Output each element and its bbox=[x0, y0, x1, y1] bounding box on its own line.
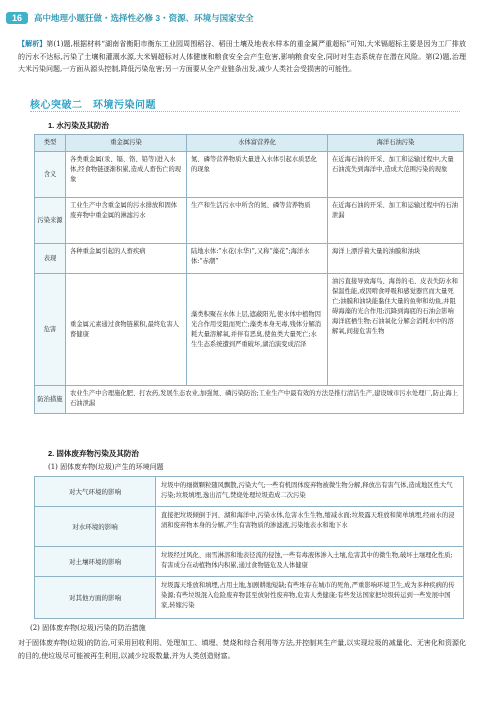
table-row bbox=[35, 274, 464, 386]
cell: 直接把垃圾倾倒于河、湖和海洋中,污染水体,危害水生生物,缩减水面;垃圾露天堆放和简单填埋,经雨水的浸渍和废弃物本身的分解,产生有害物质的渗滤液,污染地表水和地下水 bbox=[156, 507, 464, 547]
cell: 垃圾露天堆放和填埋,占用土地,加剧耕地短缺;有些堆存在城市的死角,严重影响环境卫生,成为多种疾病的传染源;有些垃圾混入危险废弃物甚至放射性废弃物,危害人类健康;有些发达国家把垃圾转运到一些发展中国家,转嫁污染 bbox=[156, 577, 464, 619]
part2-title: 2. 固体废弃物污染及其防治 bbox=[48, 449, 139, 458]
cell: 垃圾经过风化、雨雪淋溶和地表径流的侵蚀,一些有毒液体渗入土壤,危害其中的微生物,破坏土壤理化性质;有害成分在动植物体内积累,通过食物链危及人体健康 bbox=[156, 547, 464, 577]
table-row bbox=[35, 386, 464, 414]
cell: 油污直接导致海鸟、海兽的毛、皮表失防水和保温性能,或因啃食呼吸和感觉器官而大量死亡;油膜和油块能黏住大量的鱼卵和幼鱼,并阻碍海藻的光合作用;沉降到海底的石油会影响海洋底栖生物;石油氧化分解会消耗水中的溶解氧,间接危害生物 bbox=[328, 274, 464, 386]
page-header bbox=[6, 10, 254, 26]
row-type: 含义 bbox=[35, 152, 66, 198]
part1-title: 1. 水污染及其防治 bbox=[48, 121, 109, 130]
row-label: 对水环境的影响 bbox=[35, 507, 156, 547]
header-heavy-metal: 重金属污染 bbox=[66, 135, 187, 152]
table-row bbox=[35, 152, 464, 198]
table-row bbox=[35, 244, 464, 274]
section-divider bbox=[30, 111, 460, 112]
row-type: 防治措施 bbox=[35, 386, 66, 414]
running-title: 高中地理小题狂做・选择性必修 3・资源、环境与国家安全 bbox=[34, 13, 254, 23]
cell: 在近海石油的开采、加工和运输过程中的石油泄漏 bbox=[328, 198, 464, 244]
section-heading: 核心突破二 环境污染问题 bbox=[30, 100, 156, 111]
solid-waste-table bbox=[34, 476, 464, 619]
header-oil-pollution: 海洋石油污染 bbox=[328, 135, 464, 152]
cell: 藻类积聚在水体上层,遮蔽阳光,使水体中植物因光合作用受阻而死亡;藻类本身无毒,残体分解消耗大量溶解氧,并伴有恶臭,使鱼类大量死亡;水生生态系统遭到严重破坏,湖泊演变成沼泽 bbox=[187, 274, 328, 386]
table-row bbox=[35, 477, 464, 507]
row-type: 污染来源 bbox=[35, 198, 66, 244]
table-row bbox=[35, 198, 464, 244]
header-type: 类型 bbox=[35, 135, 66, 152]
part3-paragraph: 对于固体废弃物(垃圾)的防治,可采用回收利用、处理加工、填埋、焚烧和综合利用等方法,并控制其生产量,以实现垃圾的减量化、无害化和资源化的目的,使垃圾尽可能被再生利用,以减少垃圾数量,并为人类创造财富。 bbox=[18, 639, 466, 660]
row-label: 对大气环境的影响 bbox=[35, 477, 156, 507]
row-label: 对其他方面的影响 bbox=[35, 577, 156, 619]
row-label: 对土壤环境的影响 bbox=[35, 547, 156, 577]
cell: 陆地水体:“水花(水华)”,又称“藻花”;海洋水体:“赤潮” bbox=[187, 244, 328, 274]
part3-subtitle: (2) 固体废弃物(垃圾)污染的防治措施 bbox=[30, 624, 146, 632]
header-eutrophication: 水体富营养化 bbox=[187, 135, 328, 152]
analysis-text: 第(1)题,根据材料“湖南省衡阳市衡东工业园周围稻谷、稻田土壤及地表水样本的重金属严重超标”可知,大米镉超标主要是因为工厂排放的污水不达标,污染了土壤和灌溉水源,大米镉超标对人体健康和粮食安全会产生危害,影响粮食安全,同时对生态系统存在潜在风险。第(2)题,治理大米污染问题,一方面从源头控制,降低污染危害;另一方面要从全产业链条出发,减少人类社会受损害的可能性。 bbox=[18, 40, 466, 73]
cell: 工业生产中含重金属的污水排放和固体废弃物中重金属的淋滤污水 bbox=[66, 198, 187, 244]
table-row bbox=[35, 547, 464, 577]
cell: 生产和生活污水中所含的氮、磷等营养物质 bbox=[187, 198, 328, 244]
cell: 在近海石油的开采、加工和运输过程中,大量石油流失到海洋中,造成大范围污染的现象 bbox=[328, 152, 464, 198]
analysis-paragraph bbox=[18, 38, 466, 76]
cell: 海洋上漂浮着大量的油膜和油块 bbox=[328, 244, 464, 274]
cell: 重金属元素通过食物链累积,最终危害人畜健康 bbox=[66, 274, 187, 386]
part2-subtitle: (1) 固体废弃物(垃圾)产生的环境问题 bbox=[48, 463, 164, 471]
row-type: 危害 bbox=[35, 274, 66, 386]
cell: 各类重金属(汞、镉、铬、铅等)进入水体,经食物链逐渐积累,造成人畜伤亡的现象 bbox=[66, 152, 187, 198]
page-number: 16 bbox=[6, 12, 28, 24]
analysis-tag: 【解析】 bbox=[18, 39, 47, 48]
cell: 垃圾中的细微颗粒随风飘散,污染大气;一些有机固体废弃物被微生物分解,释放出有害气体,造成地区性大气污染;垃圾填埋,逸出沼气,焚烧处理垃圾造成二次污染 bbox=[156, 477, 464, 507]
row-type: 表现 bbox=[35, 244, 66, 274]
cell: 氮、磷等营养物质大量进入水体引起水质恶化的现象 bbox=[187, 152, 328, 198]
water-pollution-table bbox=[34, 134, 464, 414]
measures-cell: 农业生产中合理施化肥、打农药,发展生态农业,加强氮、磷污染防治;工业生产中最有效的方法是推行清洁生产,建设城市污水处理厂,防止海上石油泄漏 bbox=[66, 386, 464, 414]
cell: 各种重金属引起的人畜疾病 bbox=[66, 244, 187, 274]
table-row bbox=[35, 507, 464, 547]
table-header-row bbox=[35, 135, 464, 152]
table-row bbox=[35, 577, 464, 619]
